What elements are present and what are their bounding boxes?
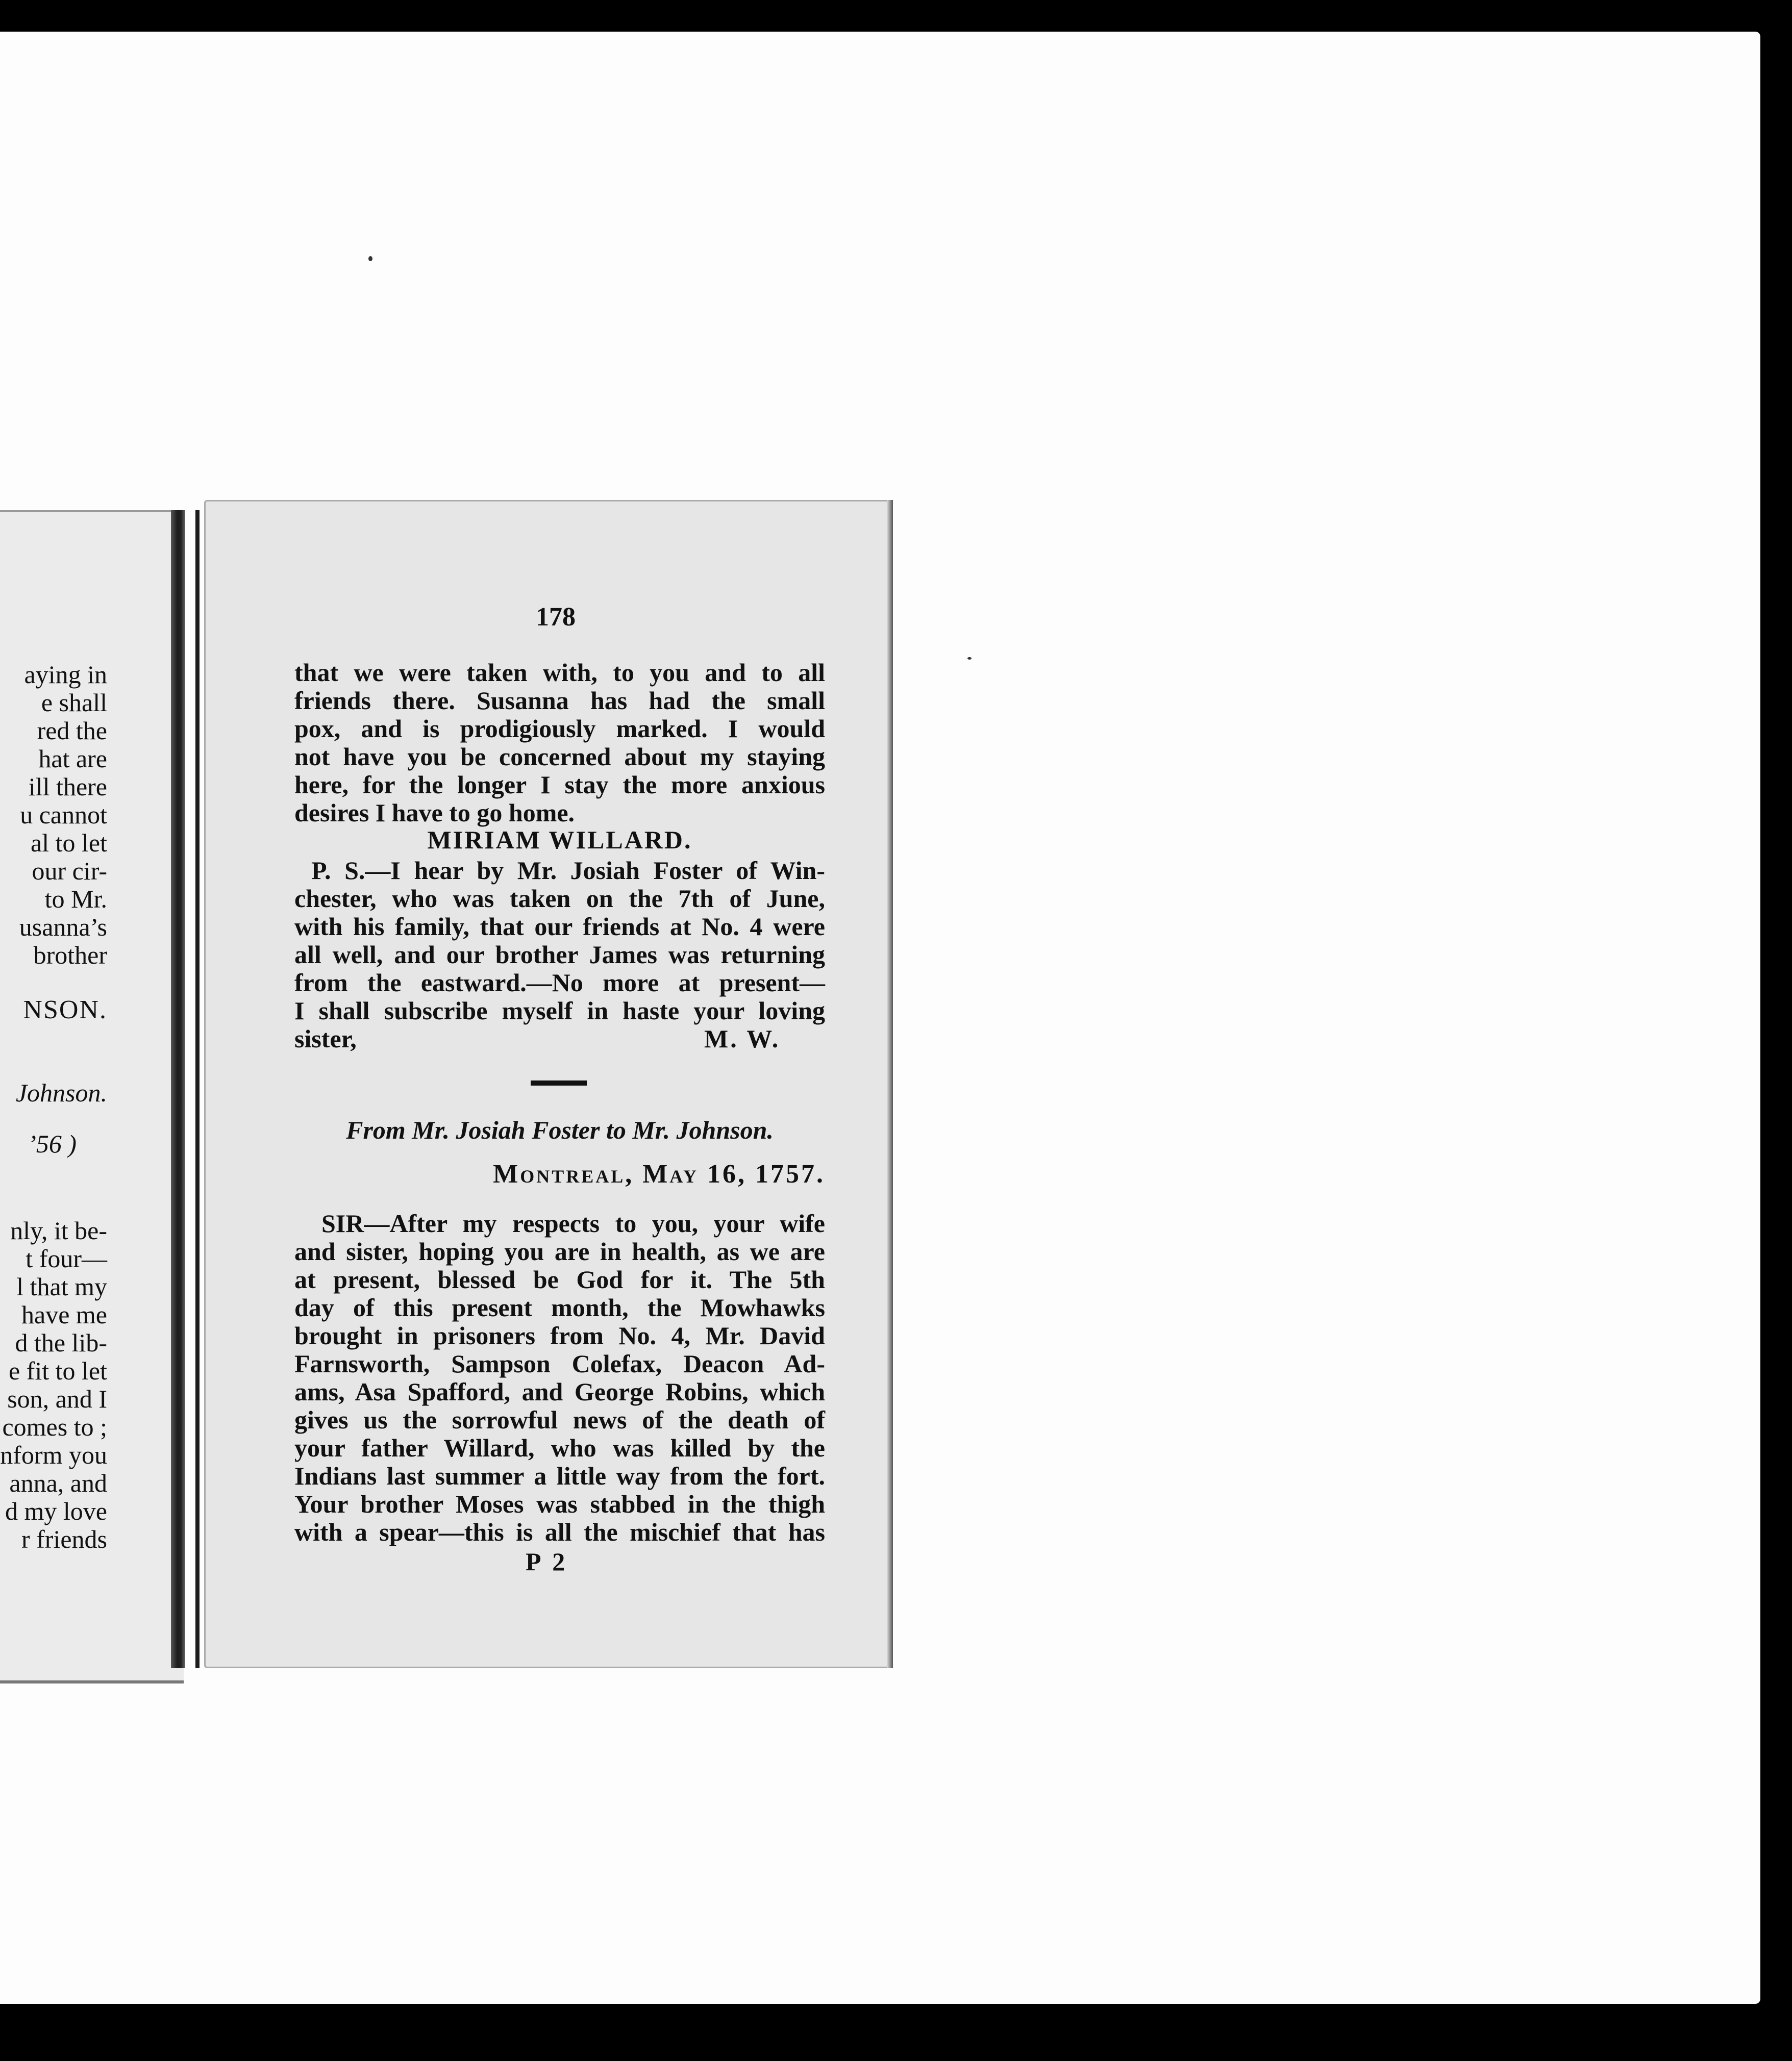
text-line: sister,	[294, 1024, 357, 1053]
text-line: friends there. Susanna has had the small	[294, 686, 825, 715]
text-line: chester, who was taken on the 7th of June,	[294, 884, 825, 913]
left-page-line: nly, it be-	[10, 1216, 107, 1245]
letter-signature: MIRIAM WILLARD.	[427, 825, 692, 854]
left-page-line: r friends	[21, 1525, 107, 1553]
left-page-line: e fit to let	[9, 1356, 107, 1385]
text-line: desires I have to go home.	[294, 798, 575, 827]
left-page-line: to Mr.	[44, 885, 107, 913]
left-page-line: nform you	[0, 1441, 107, 1469]
left-page-line: e shall	[41, 688, 107, 717]
text-line: with a spear—this is all the mischief that has	[294, 1518, 825, 1546]
text-line: that we were taken with, to you and to all	[294, 658, 825, 687]
left-page-line: son, and I	[7, 1385, 107, 1413]
text-line: gives us the sorrowful news of the death of	[294, 1405, 825, 1434]
left-page-line: brother	[33, 941, 107, 969]
left-page-line: comes to ;	[2, 1413, 107, 1441]
text-line: P. S.—I hear by Mr. Josiah Foster of Win-	[311, 856, 825, 885]
text-line: at present, blessed be God for it. The 5th	[294, 1265, 825, 1294]
signature-mark: P 2	[526, 1547, 568, 1576]
left-page-line: d my love	[5, 1497, 107, 1525]
left-page-line: al to let	[31, 828, 107, 857]
dust-speck	[368, 256, 372, 261]
dateline: Montreal, May 16, 1757.	[493, 1160, 825, 1189]
left-page-line: u cannot	[20, 800, 107, 829]
text-line: your father Willard, who was killed by the	[294, 1434, 825, 1462]
left-page-heading: Johnson.	[15, 1078, 107, 1107]
letter-heading: From Mr. Josiah Foster to Mr. Johnson.	[346, 1116, 774, 1144]
closing-initials: M. W.	[704, 1024, 781, 1053]
text-line: I shall subscribe myself in haste your loving	[294, 996, 825, 1025]
text-line: here, for the longer I stay the more anxious	[294, 770, 825, 799]
left-page-line: usanna’s	[19, 913, 107, 941]
text-line: Indians last summer a little way from the fort.	[294, 1462, 825, 1490]
left-page-line: hat are	[38, 744, 107, 773]
section-divider	[531, 1080, 587, 1086]
text-line: Your brother Moses was stabbed in the thigh	[294, 1490, 825, 1518]
text-line: ams, Asa Spafford, and George Robins, which	[294, 1377, 825, 1406]
left-page	[0, 510, 184, 1683]
book-gutter-edge	[195, 510, 200, 1668]
left-page-line: l that my	[16, 1272, 107, 1301]
text-line: SIR—After my respects to you, your wife	[321, 1209, 825, 1238]
text-line: and sister, hoping you are in health, as we are	[294, 1237, 825, 1266]
dust-speck	[967, 657, 972, 660]
left-page-signature: NSON.	[23, 995, 107, 1024]
text-line: brought in prisoners from No. 4, Mr. David	[294, 1321, 825, 1350]
left-page-line: t four—	[26, 1244, 107, 1273]
left-page-line: d the lib-	[15, 1328, 107, 1357]
left-page-line: anna, and	[9, 1469, 107, 1497]
left-page-line: ill there	[28, 772, 107, 801]
text-line: all well, and our brother James was returning	[294, 940, 825, 969]
text-line: not have you be concerned about my staying	[294, 742, 825, 771]
left-page-line: have me	[21, 1300, 107, 1329]
text-line: from the eastward.—No more at present—	[294, 968, 825, 997]
left-page-date: ’56 )	[28, 1129, 77, 1158]
text-line: pox, and is prodigiously marked. I would	[294, 714, 825, 743]
text-line: day of this present month, the Mowhawks	[294, 1293, 825, 1322]
text-line: with his family, that our friends at No. 4 were	[294, 912, 825, 941]
left-page-line: aying in	[24, 660, 107, 689]
book-gutter	[171, 510, 185, 1668]
left-page-line: our cir-	[32, 857, 107, 885]
page-number: 178	[536, 602, 576, 632]
left-page-line: red the	[37, 716, 107, 745]
text-line: Farnsworth, Sampson Colefax, Deacon Ad-	[294, 1349, 825, 1378]
